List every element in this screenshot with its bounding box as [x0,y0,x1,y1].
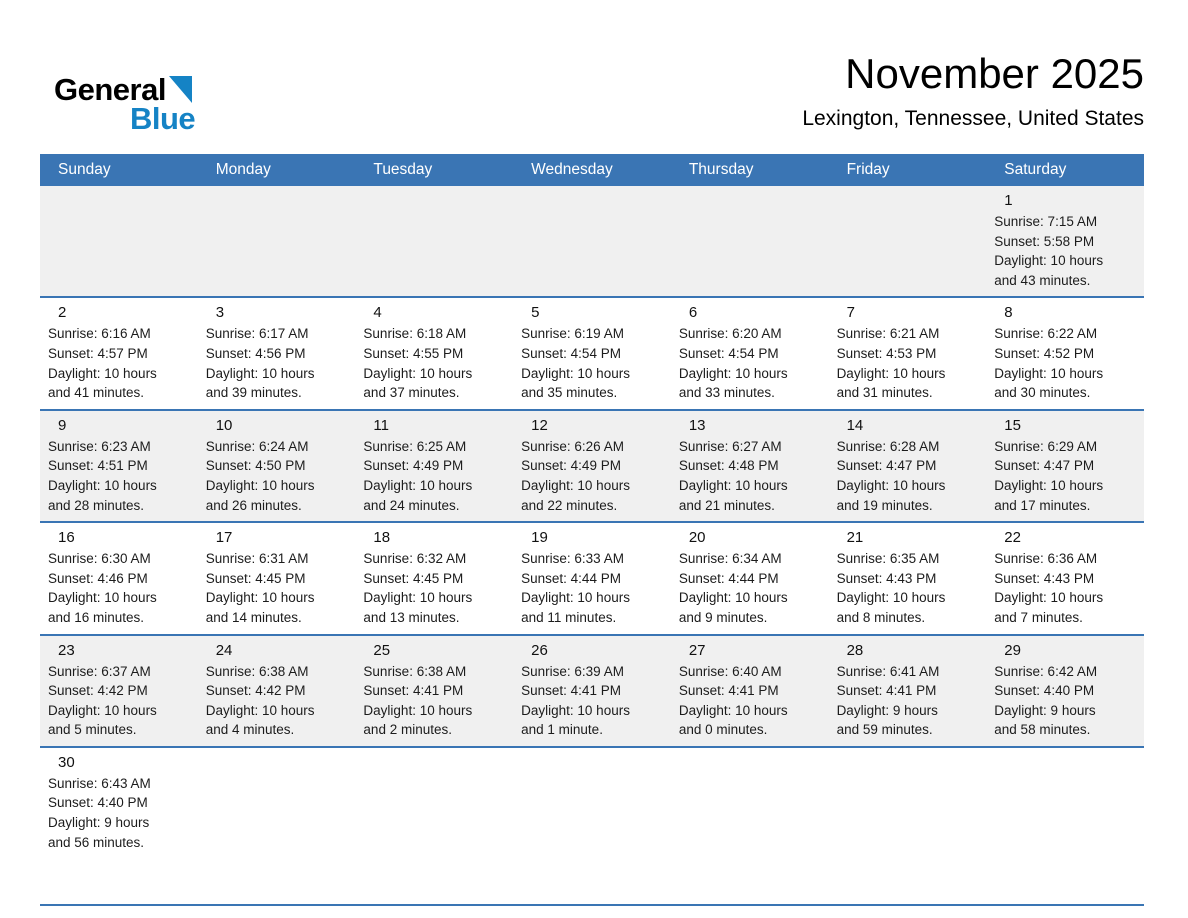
daylight-text-line2: and 21 minutes. [678,497,775,513]
day-number: 17 [215,529,233,547]
empty-day-cell [198,186,356,296]
day-number: 27 [688,641,706,659]
sunrise-text: Sunrise: 6:20 AM [678,326,782,342]
sunrise-text: Sunrise: 6:37 AM [48,663,151,679]
sunrise-text: Sunrise: 6:38 AM [205,663,309,679]
daylight-text-line1: Daylight: 10 hours [836,590,946,606]
weekday-header-thursday: Thursday [688,161,754,178]
daylight-text-line2: and 58 minutes. [994,722,1091,738]
week-row [40,186,1144,298]
calendar-weeks [40,186,1144,906]
logo-text-general: General [54,72,166,107]
daylight-text-line2: and 22 minutes. [521,497,618,513]
general-blue-logo [54,74,195,134]
daylight-text-line2: and 35 minutes. [521,385,618,401]
sunrise-text: Sunrise: 6:30 AM [48,551,151,567]
daylight-text-line1: Daylight: 10 hours [205,702,315,718]
day-number: 22 [1004,529,1021,547]
daylight-text-line2: and 30 minutes. [994,385,1091,401]
sunrise-text: Sunrise: 6:40 AM [678,663,782,679]
sunrise-text: Sunrise: 6:34 AM [678,551,782,567]
week-row [40,748,1144,906]
day-cell [829,411,987,521]
day-cell [986,411,1144,521]
sunrise-text: Sunrise: 6:22 AM [994,326,1098,342]
daylight-text-line2: and 14 minutes. [205,609,302,625]
sunset-text: Sunset: 4:49 PM [521,458,621,474]
day-cell [986,186,1144,296]
daylight-text-line1: Daylight: 10 hours [205,477,315,493]
empty-day-cell [829,748,987,904]
day-number: 9 [58,416,67,434]
day-number: 15 [1004,416,1021,434]
sunrise-text: Sunrise: 6:31 AM [205,551,309,567]
day-cell [355,636,513,746]
daylight-text-line1: Daylight: 10 hours [521,365,630,381]
daylight-text-line2: and 59 minutes. [836,722,933,738]
day-number: 8 [1004,304,1013,322]
daylight-text-line2: and 1 minute. [521,722,603,738]
daylight-text-line1: Daylight: 10 hours [678,365,788,381]
day-cell [513,298,671,408]
sunrise-text: Sunrise: 6:36 AM [994,551,1098,567]
day-number: 24 [215,641,233,659]
day-cell [198,523,356,633]
week-row [40,523,1144,635]
daylight-text-line1: Daylight: 10 hours [994,477,1104,493]
sunset-text: Sunset: 4:56 PM [205,345,306,361]
sunset-text: Sunset: 4:41 PM [678,683,779,699]
week-row [40,411,1144,523]
sunrise-text: Sunrise: 6:16 AM [48,326,151,342]
daylight-text-line2: and 43 minutes. [994,272,1091,288]
sunrise-text: Sunrise: 6:29 AM [994,438,1098,454]
empty-day-cell [198,748,356,904]
sunset-text: Sunset: 4:49 PM [363,458,464,474]
sunset-text: Sunset: 4:41 PM [521,683,621,699]
day-cell [513,411,671,521]
daylight-text-line1: Daylight: 10 hours [836,365,946,381]
empty-day-cell [671,186,829,296]
sunrise-text: Sunrise: 6:33 AM [521,551,624,567]
sunrise-text: Sunrise: 6:21 AM [836,326,940,342]
sunset-text: Sunset: 4:43 PM [994,570,1095,586]
day-number: 29 [1004,641,1021,659]
sunrise-text: Sunrise: 6:43 AM [48,775,151,791]
day-number: 13 [688,416,706,434]
sunrise-text: Sunrise: 6:39 AM [521,663,624,679]
daylight-text-line2: and 41 minutes. [48,385,145,401]
day-cell [355,411,513,521]
sunset-text: Sunset: 4:40 PM [48,795,148,811]
sunrise-text: Sunrise: 6:41 AM [836,663,940,679]
empty-day-cell [829,186,987,296]
day-number: 20 [688,529,706,547]
weekday-header-saturday: Saturday [1004,161,1067,178]
weekday-header-row [40,154,1144,186]
sunset-text: Sunset: 4:57 PM [48,345,148,361]
daylight-text-line2: and 0 minutes. [678,722,768,738]
weekday-header-friday: Friday [846,161,890,178]
sunset-text: Sunset: 4:52 PM [994,345,1095,361]
sunset-text: Sunset: 4:43 PM [836,570,937,586]
daylight-text-line2: and 5 minutes. [48,722,137,738]
daylight-text-line2: and 28 minutes. [48,497,145,513]
calendar-table [40,154,1144,906]
sunrise-text: Sunrise: 6:17 AM [205,326,309,342]
month-title: November 2025 [845,50,1144,97]
daylight-text-line1: Daylight: 10 hours [678,590,788,606]
daylight-text-line1: Daylight: 10 hours [994,590,1104,606]
day-cell [829,298,987,408]
day-cell [355,298,513,408]
sunrise-text: Sunrise: 6:38 AM [363,663,467,679]
logo-text-blue: Blue [130,101,196,136]
empty-day-cell [513,186,671,296]
daylight-text-line1: Daylight: 10 hours [363,477,473,493]
weekday-header-monday: Monday [215,161,271,178]
day-number: 21 [846,529,864,547]
day-number: 28 [846,641,864,659]
sunset-text: Sunset: 4:47 PM [994,458,1095,474]
sunrise-text: Sunrise: 6:25 AM [363,438,467,454]
daylight-text-line2: and 4 minutes. [205,722,295,738]
daylight-text-line2: and 9 minutes. [678,609,768,625]
daylight-text-line1: Daylight: 10 hours [994,365,1104,381]
day-number: 11 [373,416,389,434]
sunrise-text: Sunrise: 6:23 AM [48,438,151,454]
day-cell [198,298,356,408]
week-row [40,636,1144,748]
day-number: 1 [1004,192,1013,209]
day-number: 26 [531,641,548,659]
empty-day-cell [986,748,1144,904]
sunset-text: Sunset: 4:50 PM [205,458,306,474]
sunrise-text: Sunrise: 6:28 AM [836,438,940,454]
daylight-text-line1: Daylight: 10 hours [521,702,630,718]
empty-day-cell [355,748,513,904]
daylight-text-line1: Daylight: 10 hours [994,253,1104,269]
daylight-text-line2: and 16 minutes. [48,609,145,625]
sunrise-text: Sunrise: 6:35 AM [836,551,940,567]
day-number: 12 [531,416,548,434]
day-cell [40,411,198,521]
day-cell [986,636,1144,746]
sunrise-text: Sunrise: 6:18 AM [363,326,467,342]
day-cell [513,636,671,746]
day-cell [671,298,829,408]
day-cell [671,636,829,746]
sunset-text: Sunset: 5:58 PM [994,233,1095,249]
sunrise-text: Sunrise: 6:42 AM [994,663,1098,679]
daylight-text-line2: and 37 minutes. [363,385,460,401]
day-number: 30 [58,753,75,771]
day-cell [198,636,356,746]
daylight-text-line1: Daylight: 10 hours [363,365,473,381]
sunrise-text: Sunrise: 6:32 AM [363,551,467,567]
sunset-text: Sunset: 4:51 PM [48,458,148,474]
day-cell [40,748,198,904]
daylight-text-line2: and 2 minutes. [363,722,452,738]
daylight-text-line2: and 56 minutes. [48,834,145,850]
empty-day-cell [355,186,513,296]
daylight-text-line2: and 17 minutes. [994,497,1091,513]
sunset-text: Sunset: 4:46 PM [48,570,148,586]
sunset-text: Sunset: 4:45 PM [205,570,306,586]
day-number: 14 [846,416,864,434]
sunrise-text: Sunrise: 7:15 AM [994,214,1098,229]
day-cell [198,411,356,521]
sunrise-text: Sunrise: 6:24 AM [205,438,309,454]
daylight-text-line1: Daylight: 10 hours [678,477,788,493]
sunset-text: Sunset: 4:55 PM [363,345,464,361]
day-number: 5 [531,304,540,322]
page-header [40,0,1144,134]
sunset-text: Sunset: 4:53 PM [836,345,937,361]
day-number: 25 [373,641,391,659]
weekday-header-sunday: Sunday [58,161,111,178]
day-cell [829,523,987,633]
location-subtitle: Lexington, Tennessee, United States [802,107,1144,131]
sunset-text: Sunset: 4:48 PM [678,458,779,474]
daylight-text-line1: Daylight: 9 hours [836,702,938,718]
day-cell [40,298,198,408]
weekday-header-wednesday: Wednesday [531,161,613,178]
daylight-text-line2: and 7 minutes. [994,609,1083,625]
day-cell [40,636,198,746]
daylight-text-line1: Daylight: 10 hours [48,365,157,381]
daylight-text-line1: Daylight: 10 hours [205,590,315,606]
day-number: 3 [215,304,225,322]
sunset-text: Sunset: 4:41 PM [836,683,937,699]
day-number: 7 [846,304,855,322]
daylight-text-line1: Daylight: 10 hours [678,702,788,718]
daylight-text-line2: and 26 minutes. [205,497,302,513]
sunset-text: Sunset: 4:47 PM [836,458,937,474]
empty-day-cell [40,186,198,296]
sunset-text: Sunset: 4:40 PM [994,683,1095,699]
sunset-text: Sunset: 4:42 PM [48,683,148,699]
daylight-text-line2: and 11 minutes. [521,609,617,625]
daylight-text-line1: Daylight: 10 hours [205,365,315,381]
daylight-text-line2: and 39 minutes. [205,385,302,401]
sunset-text: Sunset: 4:44 PM [678,570,779,586]
empty-day-cell [671,748,829,904]
day-number: 18 [373,529,391,547]
sunset-text: Sunset: 4:42 PM [205,683,306,699]
daylight-text-line1: Daylight: 10 hours [48,702,157,718]
daylight-text-line2: and 13 minutes. [363,609,460,625]
daylight-text-line1: Daylight: 10 hours [363,590,473,606]
sunrise-text: Sunrise: 6:19 AM [521,326,624,342]
empty-day-cell [513,748,671,904]
weekday-header-tuesday: Tuesday [373,161,433,178]
sunset-text: Sunset: 4:44 PM [521,570,621,586]
daylight-text-line1: Daylight: 9 hours [994,702,1096,718]
daylight-text-line2: and 8 minutes. [836,609,926,625]
daylight-text-line1: Daylight: 10 hours [521,477,630,493]
day-cell [986,523,1144,633]
day-number: 23 [58,641,75,659]
title-block [802,50,1144,131]
sunset-text: Sunset: 4:54 PM [678,345,779,361]
daylight-text-line1: Daylight: 10 hours [48,590,157,606]
daylight-text-line1: Daylight: 10 hours [48,477,157,493]
day-cell [671,523,829,633]
day-number: 19 [531,529,548,547]
week-row [40,298,1144,410]
day-number: 4 [373,304,382,322]
daylight-text-line2: and 31 minutes. [836,385,933,401]
sunset-text: Sunset: 4:54 PM [521,345,621,361]
day-cell [829,636,987,746]
day-number: 6 [688,304,698,322]
daylight-text-line1: Daylight: 10 hours [363,702,473,718]
day-number: 10 [215,416,233,434]
sunrise-text: Sunrise: 6:27 AM [678,438,782,454]
sunrise-text: Sunrise: 6:26 AM [521,438,624,454]
daylight-text-line2: and 24 minutes. [363,497,460,513]
day-cell [986,298,1144,408]
day-number: 2 [58,304,67,322]
day-cell [355,523,513,633]
sunset-text: Sunset: 4:45 PM [363,570,464,586]
daylight-text-line2: and 19 minutes. [836,497,933,513]
daylight-text-line2: and 33 minutes. [678,385,775,401]
day-cell [671,411,829,521]
daylight-text-line1: Daylight: 10 hours [521,590,630,606]
daylight-text-line1: Daylight: 9 hours [48,815,150,831]
day-number: 16 [58,529,75,547]
day-cell [513,523,671,633]
sunset-text: Sunset: 4:41 PM [363,683,464,699]
daylight-text-line1: Daylight: 10 hours [836,477,946,493]
day-cell [40,523,198,633]
